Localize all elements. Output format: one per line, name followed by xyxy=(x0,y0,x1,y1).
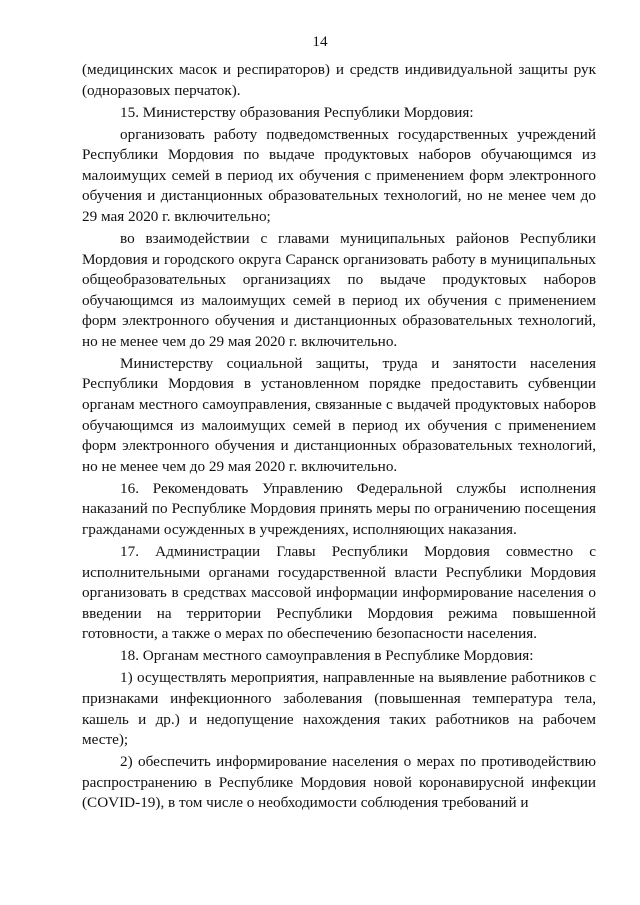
document-body xyxy=(82,60,596,814)
paragraph-item-17: 17. Администрации Главы Республики Мордовия совместно с исполнительными органами государственной власти Республики Мордовия организовать в средствах массовой информации информирование населения о введении на территории Республики Мордовия режима повышенной готовности, а также о мерах по обеспечению безопасности населения. xyxy=(82,543,596,643)
paragraph-ministry-social-protection: Министерству социальной защиты, труда и занятости населения Республики Мордовия в установленном порядке предоставить субвенции органам местного самоуправления, связанные с выдачей продуктовых наборов обучающимся из малоимущих семей в период их обучения с применением форм электронного обучения и дистанционных образовательных технологий, но не менее чем до 29 мая 2020 г. включительно. xyxy=(82,354,596,475)
paragraph-item-18-sub-2: 2) обеспечить информирование населения о мерах по противодействию распространению в Республике Мордовия новой коронавирусной инфекции (COVID-19), в том числе о необходимости соблюдения требований и xyxy=(82,753,596,812)
paragraph-item-15-organize: организовать работу подведомственных государственных учреждений Республики Мордовия по выдаче продуктовых наборов обучающимся из малоимущих семей в период их обучения с применением форм электронного обучения и дистанционных образовательных технологий, но не менее чем до 29 мая 2020 г. включительно; xyxy=(82,125,596,225)
paragraph-item-16: 16. Рекомендовать Управлению Федеральной службы исполнения наказаний по Республике Мордовия принять меры по ограничению посещения гражданами осужденных в учреждениях, исполняющих наказания. xyxy=(82,479,596,539)
paragraph-continuation: (медицинских масок и респираторов) и средств индивидуальной защиты рук (одноразовых перчаток). xyxy=(82,61,596,99)
paragraph-item-18-sub-1: 1) осуществлять мероприятия, направленные на выявление работников с признаками инфекционного заболевания (повышенная температура тела, кашель и др.) и недопущение нахождения таких работников на рабочем месте); xyxy=(82,669,596,749)
paragraph-item-15-cooperation: во взаимодействии с главами муниципальных районов Республики Мордовия и городского округа Саранск организовать работу в муниципальных общеобразовательных организациях по выдаче продуктовых наборов обучающимся из малоимущих семей в период их обучения с применением форм электронного обучения и дистанционных образовательных технологий, но не менее чем до 29 мая 2020 г. включительно. xyxy=(82,229,596,350)
page-number: 14 xyxy=(312,33,328,50)
paragraph-item-15: 15. Министерству образования Республики Мордовия: xyxy=(120,103,474,121)
paragraph-item-18: 18. Органам местного самоуправления в Республике Мордовия: xyxy=(120,647,534,665)
